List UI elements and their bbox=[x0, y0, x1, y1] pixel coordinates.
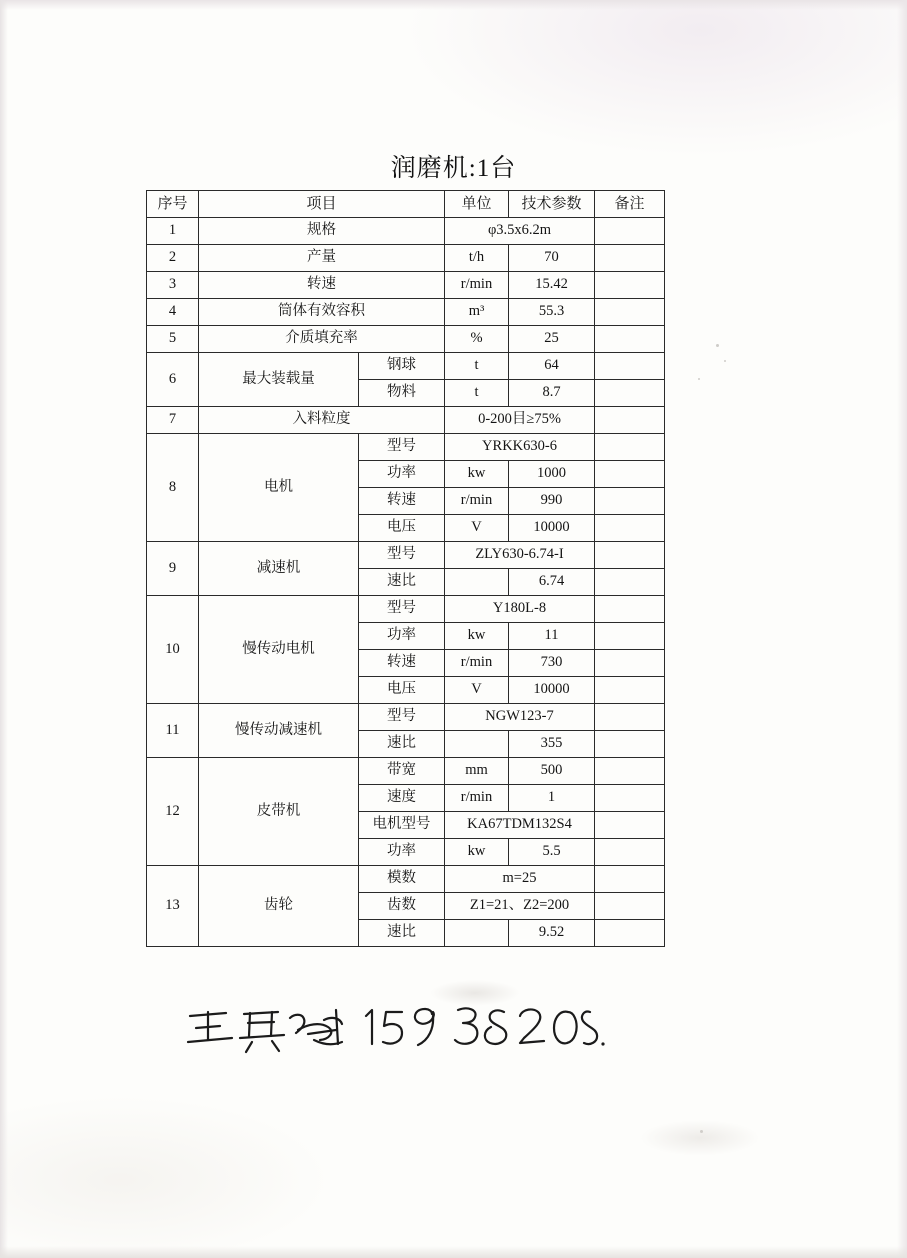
row-item: 减速机 bbox=[199, 542, 359, 596]
row-value: m=25 bbox=[445, 866, 595, 893]
row-value: 730 bbox=[509, 650, 595, 677]
row-item: 筒体有效容积 bbox=[199, 299, 445, 326]
row-unit bbox=[445, 569, 509, 596]
row-unit: r/min bbox=[445, 272, 509, 299]
row-item: 慢传动电机 bbox=[199, 596, 359, 704]
row-item: 电机 bbox=[199, 434, 359, 542]
row-value: NGW123-7 bbox=[445, 704, 595, 731]
row-value: 6.74 bbox=[509, 569, 595, 596]
row-sub: 钢球 bbox=[359, 353, 445, 380]
row-value: 5.5 bbox=[509, 839, 595, 866]
row-no: 11 bbox=[147, 704, 199, 758]
table-row bbox=[147, 272, 665, 299]
row-sub: 电压 bbox=[359, 515, 445, 542]
row-value: 8.7 bbox=[509, 380, 595, 407]
table-row bbox=[147, 218, 665, 245]
page-edge-right bbox=[897, 0, 907, 1258]
row-sub: 电压 bbox=[359, 677, 445, 704]
row-note bbox=[595, 704, 665, 731]
table-row bbox=[147, 245, 665, 272]
page-edge-left bbox=[0, 0, 8, 1258]
row-value: 25 bbox=[509, 326, 595, 353]
row-unit: r/min bbox=[445, 488, 509, 515]
row-sub: 速比 bbox=[359, 920, 445, 947]
signature-strokes bbox=[186, 1000, 606, 1070]
row-value: 10000 bbox=[509, 515, 595, 542]
table-row bbox=[147, 866, 665, 893]
table-row bbox=[147, 326, 665, 353]
row-sub: 带宽 bbox=[359, 758, 445, 785]
page-edge-top bbox=[0, 0, 907, 10]
row-note bbox=[595, 245, 665, 272]
row-note bbox=[595, 758, 665, 785]
table-row bbox=[147, 542, 665, 569]
row-sub: 速比 bbox=[359, 569, 445, 596]
row-value: KA67TDM132S4 bbox=[445, 812, 595, 839]
table-header-row bbox=[147, 191, 665, 218]
row-sub: 型号 bbox=[359, 434, 445, 461]
row-note bbox=[595, 731, 665, 758]
row-item: 产量 bbox=[199, 245, 445, 272]
row-unit: r/min bbox=[445, 785, 509, 812]
row-value: 70 bbox=[509, 245, 595, 272]
row-unit bbox=[445, 731, 509, 758]
row-no: 6 bbox=[147, 353, 199, 407]
row-note bbox=[595, 353, 665, 380]
row-value: 990 bbox=[509, 488, 595, 515]
row-note bbox=[595, 407, 665, 434]
header-value: 技术参数 bbox=[509, 191, 595, 218]
scan-speck bbox=[716, 344, 719, 347]
row-unit: kw bbox=[445, 839, 509, 866]
row-no: 12 bbox=[147, 758, 199, 866]
row-value: 9.52 bbox=[509, 920, 595, 947]
row-note bbox=[595, 920, 665, 947]
header-item: 项目 bbox=[199, 191, 445, 218]
row-value: φ3.5x6.2m bbox=[445, 218, 595, 245]
row-note bbox=[595, 434, 665, 461]
specification-table bbox=[146, 190, 665, 947]
row-note bbox=[595, 326, 665, 353]
table-row bbox=[147, 299, 665, 326]
row-note bbox=[595, 515, 665, 542]
table-row bbox=[147, 353, 665, 380]
row-note bbox=[595, 299, 665, 326]
row-note bbox=[595, 380, 665, 407]
row-item: 入料粒度 bbox=[199, 407, 445, 434]
row-sub: 转速 bbox=[359, 488, 445, 515]
table-row bbox=[147, 704, 665, 731]
row-note bbox=[595, 596, 665, 623]
row-no: 4 bbox=[147, 299, 199, 326]
row-unit: t bbox=[445, 380, 509, 407]
row-sub: 型号 bbox=[359, 704, 445, 731]
page-edge-bottom bbox=[0, 1246, 907, 1258]
header-no: 序号 bbox=[147, 191, 199, 218]
row-sub: 功率 bbox=[359, 839, 445, 866]
row-no: 10 bbox=[147, 596, 199, 704]
table-row bbox=[147, 596, 665, 623]
row-value: YRKK630-6 bbox=[445, 434, 595, 461]
row-unit: t bbox=[445, 353, 509, 380]
row-unit bbox=[445, 920, 509, 947]
row-value: 0-200目≥75% bbox=[445, 407, 595, 434]
row-value: 55.3 bbox=[509, 299, 595, 326]
row-item: 介质填充率 bbox=[199, 326, 445, 353]
row-item: 转速 bbox=[199, 272, 445, 299]
row-note bbox=[595, 866, 665, 893]
page-title: 润磨机:1台 bbox=[390, 155, 517, 182]
row-note bbox=[595, 839, 665, 866]
row-note bbox=[595, 677, 665, 704]
row-value: 10000 bbox=[509, 677, 595, 704]
scan-speck bbox=[698, 378, 700, 380]
row-value: 355 bbox=[509, 731, 595, 758]
row-note bbox=[595, 650, 665, 677]
row-note bbox=[595, 461, 665, 488]
row-note bbox=[595, 542, 665, 569]
row-no: 9 bbox=[147, 542, 199, 596]
row-sub: 型号 bbox=[359, 596, 445, 623]
row-unit: r/min bbox=[445, 650, 509, 677]
row-item: 齿轮 bbox=[199, 866, 359, 947]
row-sub: 型号 bbox=[359, 542, 445, 569]
row-value: 15.42 bbox=[509, 272, 595, 299]
row-no: 13 bbox=[147, 866, 199, 947]
header-unit: 单位 bbox=[445, 191, 509, 218]
row-item: 慢传动减速机 bbox=[199, 704, 359, 758]
row-value: 1 bbox=[509, 785, 595, 812]
row-value: 11 bbox=[509, 623, 595, 650]
row-note bbox=[595, 218, 665, 245]
row-value: 500 bbox=[509, 758, 595, 785]
row-value: Y180L-8 bbox=[445, 596, 595, 623]
row-unit: % bbox=[445, 326, 509, 353]
row-unit: kw bbox=[445, 461, 509, 488]
row-unit: mm bbox=[445, 758, 509, 785]
row-note bbox=[595, 569, 665, 596]
table-row bbox=[147, 434, 665, 461]
row-sub: 模数 bbox=[359, 866, 445, 893]
row-sub: 物料 bbox=[359, 380, 445, 407]
row-sub: 功率 bbox=[359, 623, 445, 650]
row-sub: 齿数 bbox=[359, 893, 445, 920]
row-unit: V bbox=[445, 515, 509, 542]
row-note bbox=[595, 893, 665, 920]
row-sub: 转速 bbox=[359, 650, 445, 677]
row-no: 3 bbox=[147, 272, 199, 299]
row-value: Z1=21、Z2=200 bbox=[445, 893, 595, 920]
row-sub: 速比 bbox=[359, 731, 445, 758]
row-no: 2 bbox=[147, 245, 199, 272]
row-item: 规格 bbox=[199, 218, 445, 245]
row-value: ZLY630-6.74-I bbox=[445, 542, 595, 569]
scan-smudge bbox=[640, 1120, 760, 1156]
row-unit: m³ bbox=[445, 299, 509, 326]
row-sub: 速度 bbox=[359, 785, 445, 812]
row-note bbox=[595, 488, 665, 515]
row-item: 最大装载量 bbox=[199, 353, 359, 407]
row-note bbox=[595, 623, 665, 650]
row-no: 1 bbox=[147, 218, 199, 245]
row-value: 1000 bbox=[509, 461, 595, 488]
table-row bbox=[147, 758, 665, 785]
row-unit: t/h bbox=[445, 245, 509, 272]
header-note: 备注 bbox=[595, 191, 665, 218]
row-no: 7 bbox=[147, 407, 199, 434]
handwritten-signature bbox=[186, 1000, 606, 1070]
row-unit: V bbox=[445, 677, 509, 704]
row-sub: 电机型号 bbox=[359, 812, 445, 839]
row-sub: 功率 bbox=[359, 461, 445, 488]
row-no: 8 bbox=[147, 434, 199, 542]
row-note bbox=[595, 272, 665, 299]
row-value: 64 bbox=[509, 353, 595, 380]
row-no: 5 bbox=[147, 326, 199, 353]
row-unit: kw bbox=[445, 623, 509, 650]
scan-speck bbox=[724, 360, 726, 362]
row-note bbox=[595, 812, 665, 839]
row-note bbox=[595, 785, 665, 812]
row-item: 皮带机 bbox=[199, 758, 359, 866]
table-row bbox=[147, 407, 665, 434]
